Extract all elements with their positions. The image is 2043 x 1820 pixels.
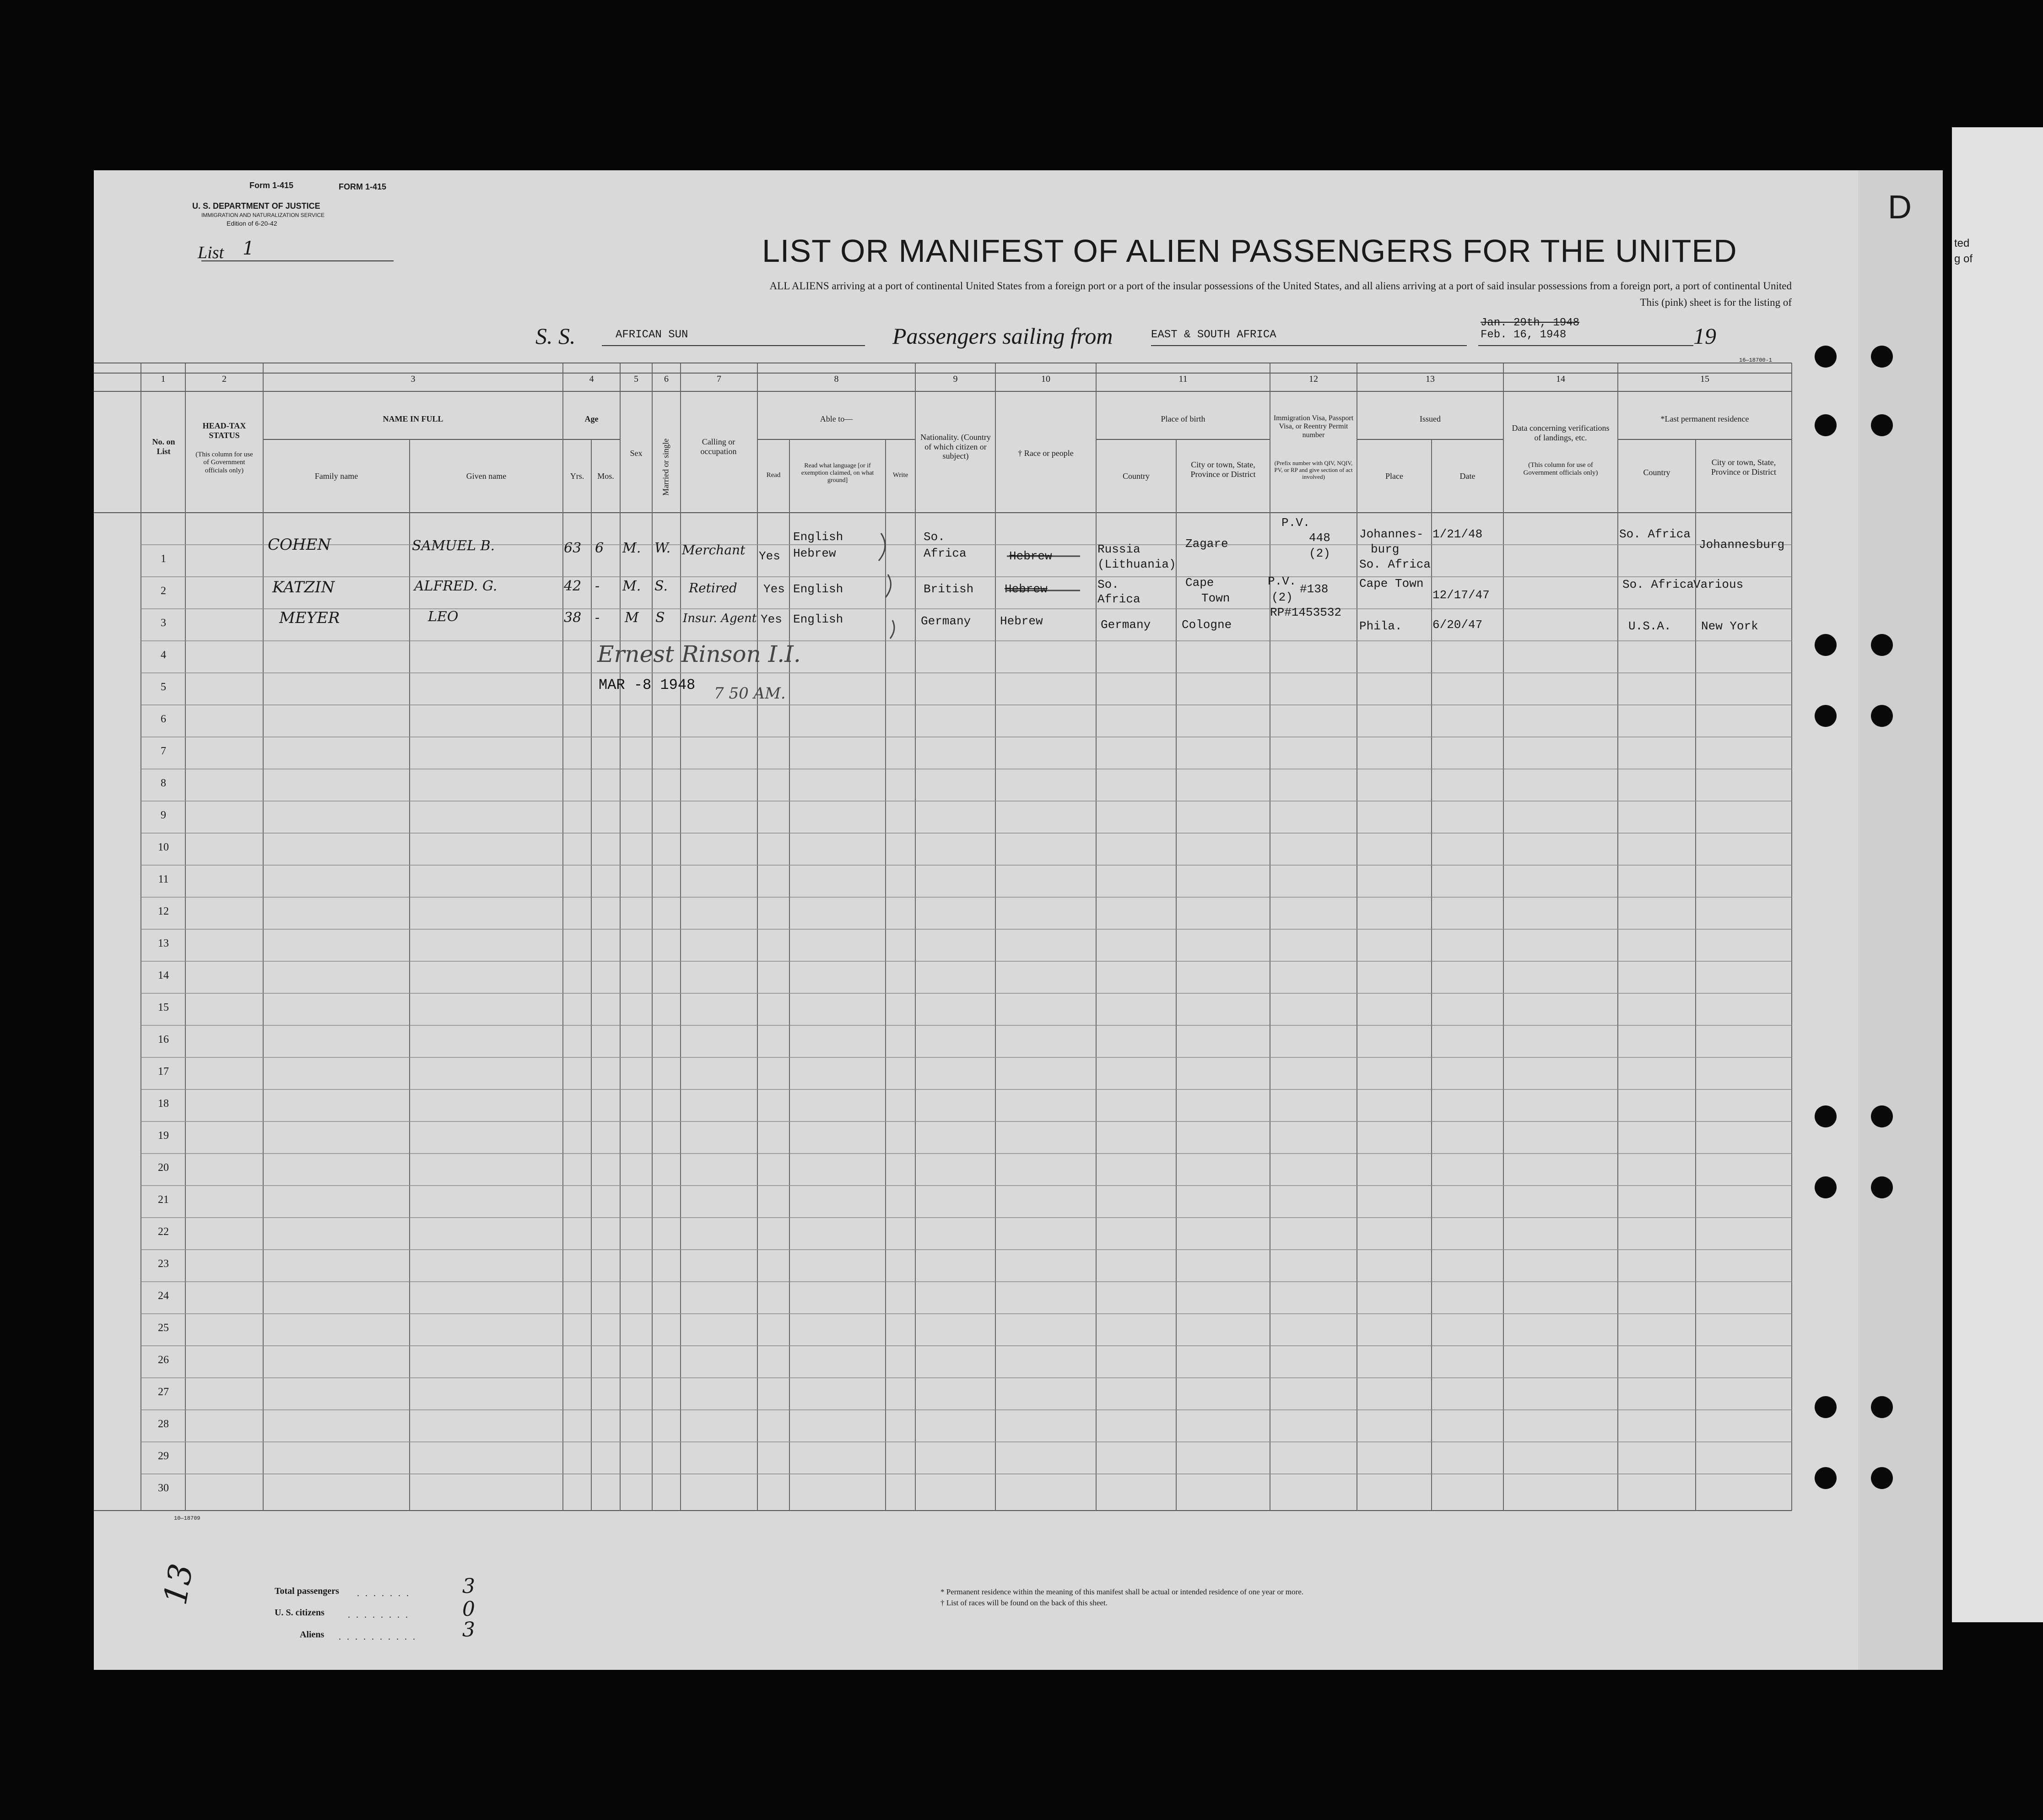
form-code: 10—18709	[174, 1515, 200, 1522]
column-number: 4	[589, 374, 594, 384]
punch-hole-icon	[1815, 1176, 1837, 1198]
header-name-in-full: NAME IN FULL	[383, 414, 443, 423]
department-name: U. S. DEPARTMENT OF JUSTICE	[192, 201, 320, 211]
passenger-age-yrs: 63	[564, 540, 582, 556]
passenger-occupation: Retired	[689, 580, 737, 596]
header-yrs: Yrs.	[570, 471, 584, 481]
inspection-date-stamp: MAR -8 1948	[599, 677, 696, 693]
column-number: 6	[664, 374, 669, 384]
row-number: 24	[158, 1290, 169, 1302]
passenger-visa-3: (2)	[1309, 547, 1330, 560]
row-number: 27	[158, 1386, 169, 1398]
row-number: 20	[158, 1162, 169, 1174]
passenger-issued-date: 6/20/47	[1432, 618, 1483, 632]
row-number: 25	[158, 1322, 169, 1334]
footnote-races: † List of races will be found on the back of this sheet.	[940, 1598, 1108, 1607]
column-number: 5	[634, 374, 638, 384]
total-passengers-value: 3	[462, 1575, 475, 1598]
passenger-read-language: English	[793, 582, 843, 596]
passenger-residence-city: New York	[1701, 619, 1758, 633]
header-read-language: Read what language [or if exemption claimed, on what ground]	[801, 462, 874, 484]
ship-prefix: S. S.	[535, 323, 576, 349]
passenger-residence-city: Johannesburg	[1699, 538, 1785, 552]
passenger-given-name: SAMUEL B.	[412, 538, 495, 554]
header-res-city: City or town, State, Province or District	[1711, 458, 1776, 477]
passenger-age-mos: 6	[595, 540, 604, 556]
passenger-issued-place: Johannes-	[1359, 527, 1424, 541]
header-issued-place: Place	[1385, 471, 1403, 481]
punch-hole-icon	[1815, 414, 1837, 436]
row-number: 1	[161, 553, 166, 565]
passenger-occupation: Merchant	[682, 542, 746, 558]
passenger-residence-country: U.S.A.	[1628, 619, 1671, 633]
sailing-date: Feb. 16, 1948	[1481, 329, 1567, 341]
header-visa: Immigration Visa, Passport Visa, or Reentry Permit number	[1273, 414, 1354, 439]
header-birth-country: Country	[1122, 471, 1150, 481]
column-number: 11	[1178, 374, 1188, 384]
passenger-age-yrs: 42	[564, 578, 582, 594]
row-number: 30	[158, 1482, 169, 1494]
passenger-visa-3: (2)	[1271, 590, 1293, 604]
header-family-name: Family name	[314, 471, 358, 481]
sailing-date-struck: Jan. 29th, 1948	[1481, 317, 1580, 329]
passenger-marital-status: S.	[654, 578, 668, 594]
row-number: 16	[158, 1034, 169, 1045]
passenger-birth-city-2: Town	[1201, 591, 1230, 605]
header-able-to: Able to—	[820, 414, 853, 423]
punch-hole-icon	[1871, 346, 1893, 368]
passenger-visa-2: 448	[1309, 531, 1330, 545]
punch-hole-icon	[1871, 1105, 1893, 1127]
us-citizens-label: U. S. citizens	[275, 1608, 324, 1618]
inspector-signature: Ernest Rinson I.I.	[597, 641, 801, 667]
us-citizens-value: 0	[462, 1598, 475, 1621]
passenger-birth-country: So.	[1097, 578, 1119, 591]
row-number: 5	[161, 681, 166, 693]
passenger-issued-place: Phila.	[1359, 619, 1402, 633]
column-number: 15	[1700, 374, 1709, 384]
header-calling: Calling or occupation	[700, 437, 737, 456]
manifest-subtitle-2: This (pink) sheet is for the listing of	[1640, 297, 1792, 308]
passenger-birth-country-2: (Lithuania)	[1097, 558, 1176, 571]
row-number: 15	[158, 1002, 169, 1013]
ship-name: AFRICAN SUN	[616, 329, 688, 341]
punch-hole-icon	[1871, 1396, 1893, 1418]
row-number: 13	[158, 937, 169, 949]
passenger-marital-status: W.	[654, 540, 671, 556]
column-number: 9	[953, 374, 958, 384]
passenger-race: Hebrew	[1009, 549, 1052, 563]
passenger-occupation: Insur. Agent	[683, 612, 757, 625]
header-issued-date: Date	[1459, 471, 1476, 481]
sailing-from: EAST & SOUTH AFRICA	[1151, 329, 1276, 341]
column-number: 10	[1041, 374, 1050, 384]
header-visa-note: (Prefix number with QIV, NQIV, PV, or RP and give section of act involved)	[1274, 460, 1353, 480]
row-number: 23	[158, 1258, 169, 1270]
column-number: 13	[1426, 374, 1435, 384]
header-write: Write	[892, 471, 908, 479]
aliens-label: Aliens	[300, 1630, 324, 1640]
header-sex: Sex	[630, 449, 643, 458]
row-number: 26	[158, 1354, 169, 1366]
service-name: IMMIGRATION AND NATURALIZATION SERVICE	[201, 212, 325, 218]
column-number: 3	[411, 374, 416, 384]
passenger-nationality: Germany	[921, 614, 971, 628]
passenger-birth-city: Cape	[1185, 576, 1214, 590]
passenger-issued-place-2: burg	[1371, 542, 1400, 556]
passenger-visa: RP#1453532	[1270, 606, 1342, 619]
row-number: 21	[158, 1194, 169, 1206]
list-label: List	[198, 243, 224, 262]
inspection-time: 7 50 AM.	[714, 684, 786, 703]
passenger-birth-country: Germany	[1101, 618, 1151, 632]
column-number: 12	[1309, 374, 1318, 384]
year-prefix: 19	[1693, 323, 1716, 349]
header-age: Age	[584, 414, 599, 423]
form-number: FORM 1-415	[339, 182, 387, 191]
print-code: 16—18700-1	[1739, 357, 1773, 363]
dotted-leader: . . . . . . . . . .	[339, 1632, 417, 1642]
sailing-label: Passengers sailing from	[892, 323, 1113, 349]
page-mark: 13	[156, 1561, 200, 1608]
passenger-birth-city: Zagare	[1185, 537, 1228, 551]
passenger-read-language: English	[793, 530, 843, 544]
footnote-residence: * Permanent residence within the meaning of this manifest shall be actual or intended residence of one year or more.	[940, 1587, 1304, 1596]
dotted-leader: . . . . . . . .	[348, 1610, 410, 1620]
row-number: 14	[158, 970, 169, 981]
passenger-visa: P.V.	[1281, 516, 1310, 530]
row-number: 3	[161, 617, 166, 629]
passenger-nationality: British	[924, 582, 974, 596]
passenger-issued-date: 1/21/48	[1432, 527, 1483, 541]
total-passengers-label: Total passengers	[275, 1586, 339, 1596]
row-number: 4	[161, 649, 166, 661]
passenger-read-language-2: Hebrew	[793, 547, 836, 560]
row-number: 11	[158, 873, 169, 885]
passenger-issued-date: 12/17/47	[1432, 588, 1490, 602]
manifest-subtitle: ALL ALIENS arriving at a port of continental United States from a foreign port or a port of the insular possessions of the United States, and all aliens arriving at a port of said insular possessions from a foreign port, a port of continental United	[769, 280, 1792, 292]
passenger-visa: P.V.	[1268, 574, 1297, 588]
header-given-name: Given name	[466, 471, 507, 481]
far-fragment-2: g of	[1954, 253, 1973, 265]
header-data-concerning: Data concerning verifications of landings, etc.	[1512, 423, 1610, 442]
passenger-visa-2: #138	[1300, 582, 1329, 596]
row-number: 28	[158, 1418, 169, 1430]
row-number: 17	[158, 1066, 169, 1078]
header-head-tax: HEAD-TAX STATUS	[202, 421, 246, 440]
punch-hole-icon	[1815, 634, 1837, 656]
row-number: 18	[158, 1098, 169, 1110]
passenger-age-mos: -	[595, 578, 600, 594]
passenger-given-name: ALFRED. G.	[414, 578, 497, 594]
column-number: 7	[717, 374, 721, 384]
passenger-age-mos: -	[595, 610, 600, 626]
dotted-leader: . . . . . . .	[357, 1588, 411, 1598]
punch-hole-icon	[1815, 705, 1837, 727]
punch-hole-icon	[1871, 705, 1893, 727]
punch-hole-icon	[1871, 634, 1893, 656]
row-number: 2	[161, 585, 166, 597]
header-mos: Mos.	[597, 471, 614, 481]
header-res-country: Country	[1643, 468, 1670, 477]
passenger-can-read: Yes	[763, 582, 785, 596]
row-number: 22	[158, 1226, 169, 1238]
passenger-birth-country-2: Africa	[1097, 592, 1140, 606]
row-number: 29	[158, 1450, 169, 1462]
header-read: Read	[766, 471, 781, 479]
passenger-race: Hebrew	[1005, 582, 1048, 596]
row-number: 7	[161, 745, 166, 757]
passenger-race: Hebrew	[1000, 614, 1043, 628]
row-number: 8	[161, 777, 166, 789]
header-data-note: (This column for use of Government officials only)	[1523, 461, 1598, 477]
passenger-sex: M.	[622, 540, 641, 556]
punch-hole-icon	[1815, 346, 1837, 368]
header-place-of-birth: Place of birth	[1161, 414, 1205, 423]
passenger-issued-place: Cape Town	[1359, 577, 1424, 590]
header-issued: Issued	[1420, 414, 1441, 423]
passenger-read-language: English	[793, 612, 843, 626]
column-number: 14	[1556, 374, 1565, 384]
header-head-tax-note: (This column for use of Government officials only)	[195, 451, 253, 474]
far-fragment-1: ted	[1954, 237, 1970, 249]
passenger-can-read: Yes	[761, 612, 782, 626]
passenger-family-name: MEYER	[279, 609, 340, 627]
column-number: 8	[834, 374, 839, 384]
passenger-birth-city: Cologne	[1182, 618, 1232, 632]
passenger-sex: M.	[622, 578, 641, 594]
next-page-letter: D	[1888, 189, 1912, 226]
punch-hole-icon	[1871, 1176, 1893, 1198]
passenger-family-name: COHEN	[268, 536, 331, 554]
passenger-nationality: So.	[924, 530, 945, 544]
passenger-issued-place-3: So. Africa	[1359, 558, 1431, 571]
passenger-residence-country: So. Africa	[1622, 578, 1694, 591]
passenger-marital-status: S	[655, 610, 665, 626]
punch-hole-icon	[1871, 1467, 1893, 1489]
aliens-value: 3	[462, 1618, 475, 1641]
punch-hole-icon	[1871, 414, 1893, 436]
list-number: 1	[243, 238, 254, 259]
passenger-nationality-2: Africa	[924, 547, 967, 560]
column-number: 2	[222, 374, 227, 384]
header-residence: *Last permanent residence	[1660, 414, 1749, 423]
passenger-given-name: LEO	[428, 609, 459, 625]
passenger-residence-country: So. Africa	[1619, 527, 1691, 541]
punch-hole-icon	[1815, 1467, 1837, 1489]
column-number: 1	[161, 374, 166, 384]
row-number: 12	[158, 905, 169, 917]
form-edition: Edition of 6-20-42	[227, 220, 277, 227]
passenger-family-name: KATZIN	[272, 578, 335, 596]
row-number: 10	[158, 841, 169, 853]
header-no-on-list: No. on List	[152, 437, 175, 456]
passenger-age-yrs: 38	[564, 610, 582, 626]
punch-hole-icon	[1815, 1105, 1837, 1127]
header-race: † Race or people	[1018, 449, 1074, 458]
passenger-sex: M	[625, 610, 639, 626]
row-number: 9	[161, 809, 166, 821]
manifest-title: LIST OR MANIFEST OF ALIEN PASSENGERS FOR THE UNITED	[762, 233, 1737, 269]
passenger-birth-country: Russia	[1097, 542, 1140, 556]
punch-hole-icon	[1815, 1396, 1837, 1418]
passenger-residence-city: Various	[1693, 578, 1744, 591]
row-number: 6	[161, 713, 166, 725]
passenger-can-read: Yes	[759, 549, 780, 563]
header-birth-city: City or town, State, Province or District	[1190, 460, 1256, 479]
form-number-struck: Form 1-415	[249, 181, 294, 190]
header-married: Married or single	[661, 438, 670, 496]
header-nationality: Nationality. (Country of which citizen or subject)	[920, 433, 991, 461]
row-number: 19	[158, 1130, 169, 1142]
